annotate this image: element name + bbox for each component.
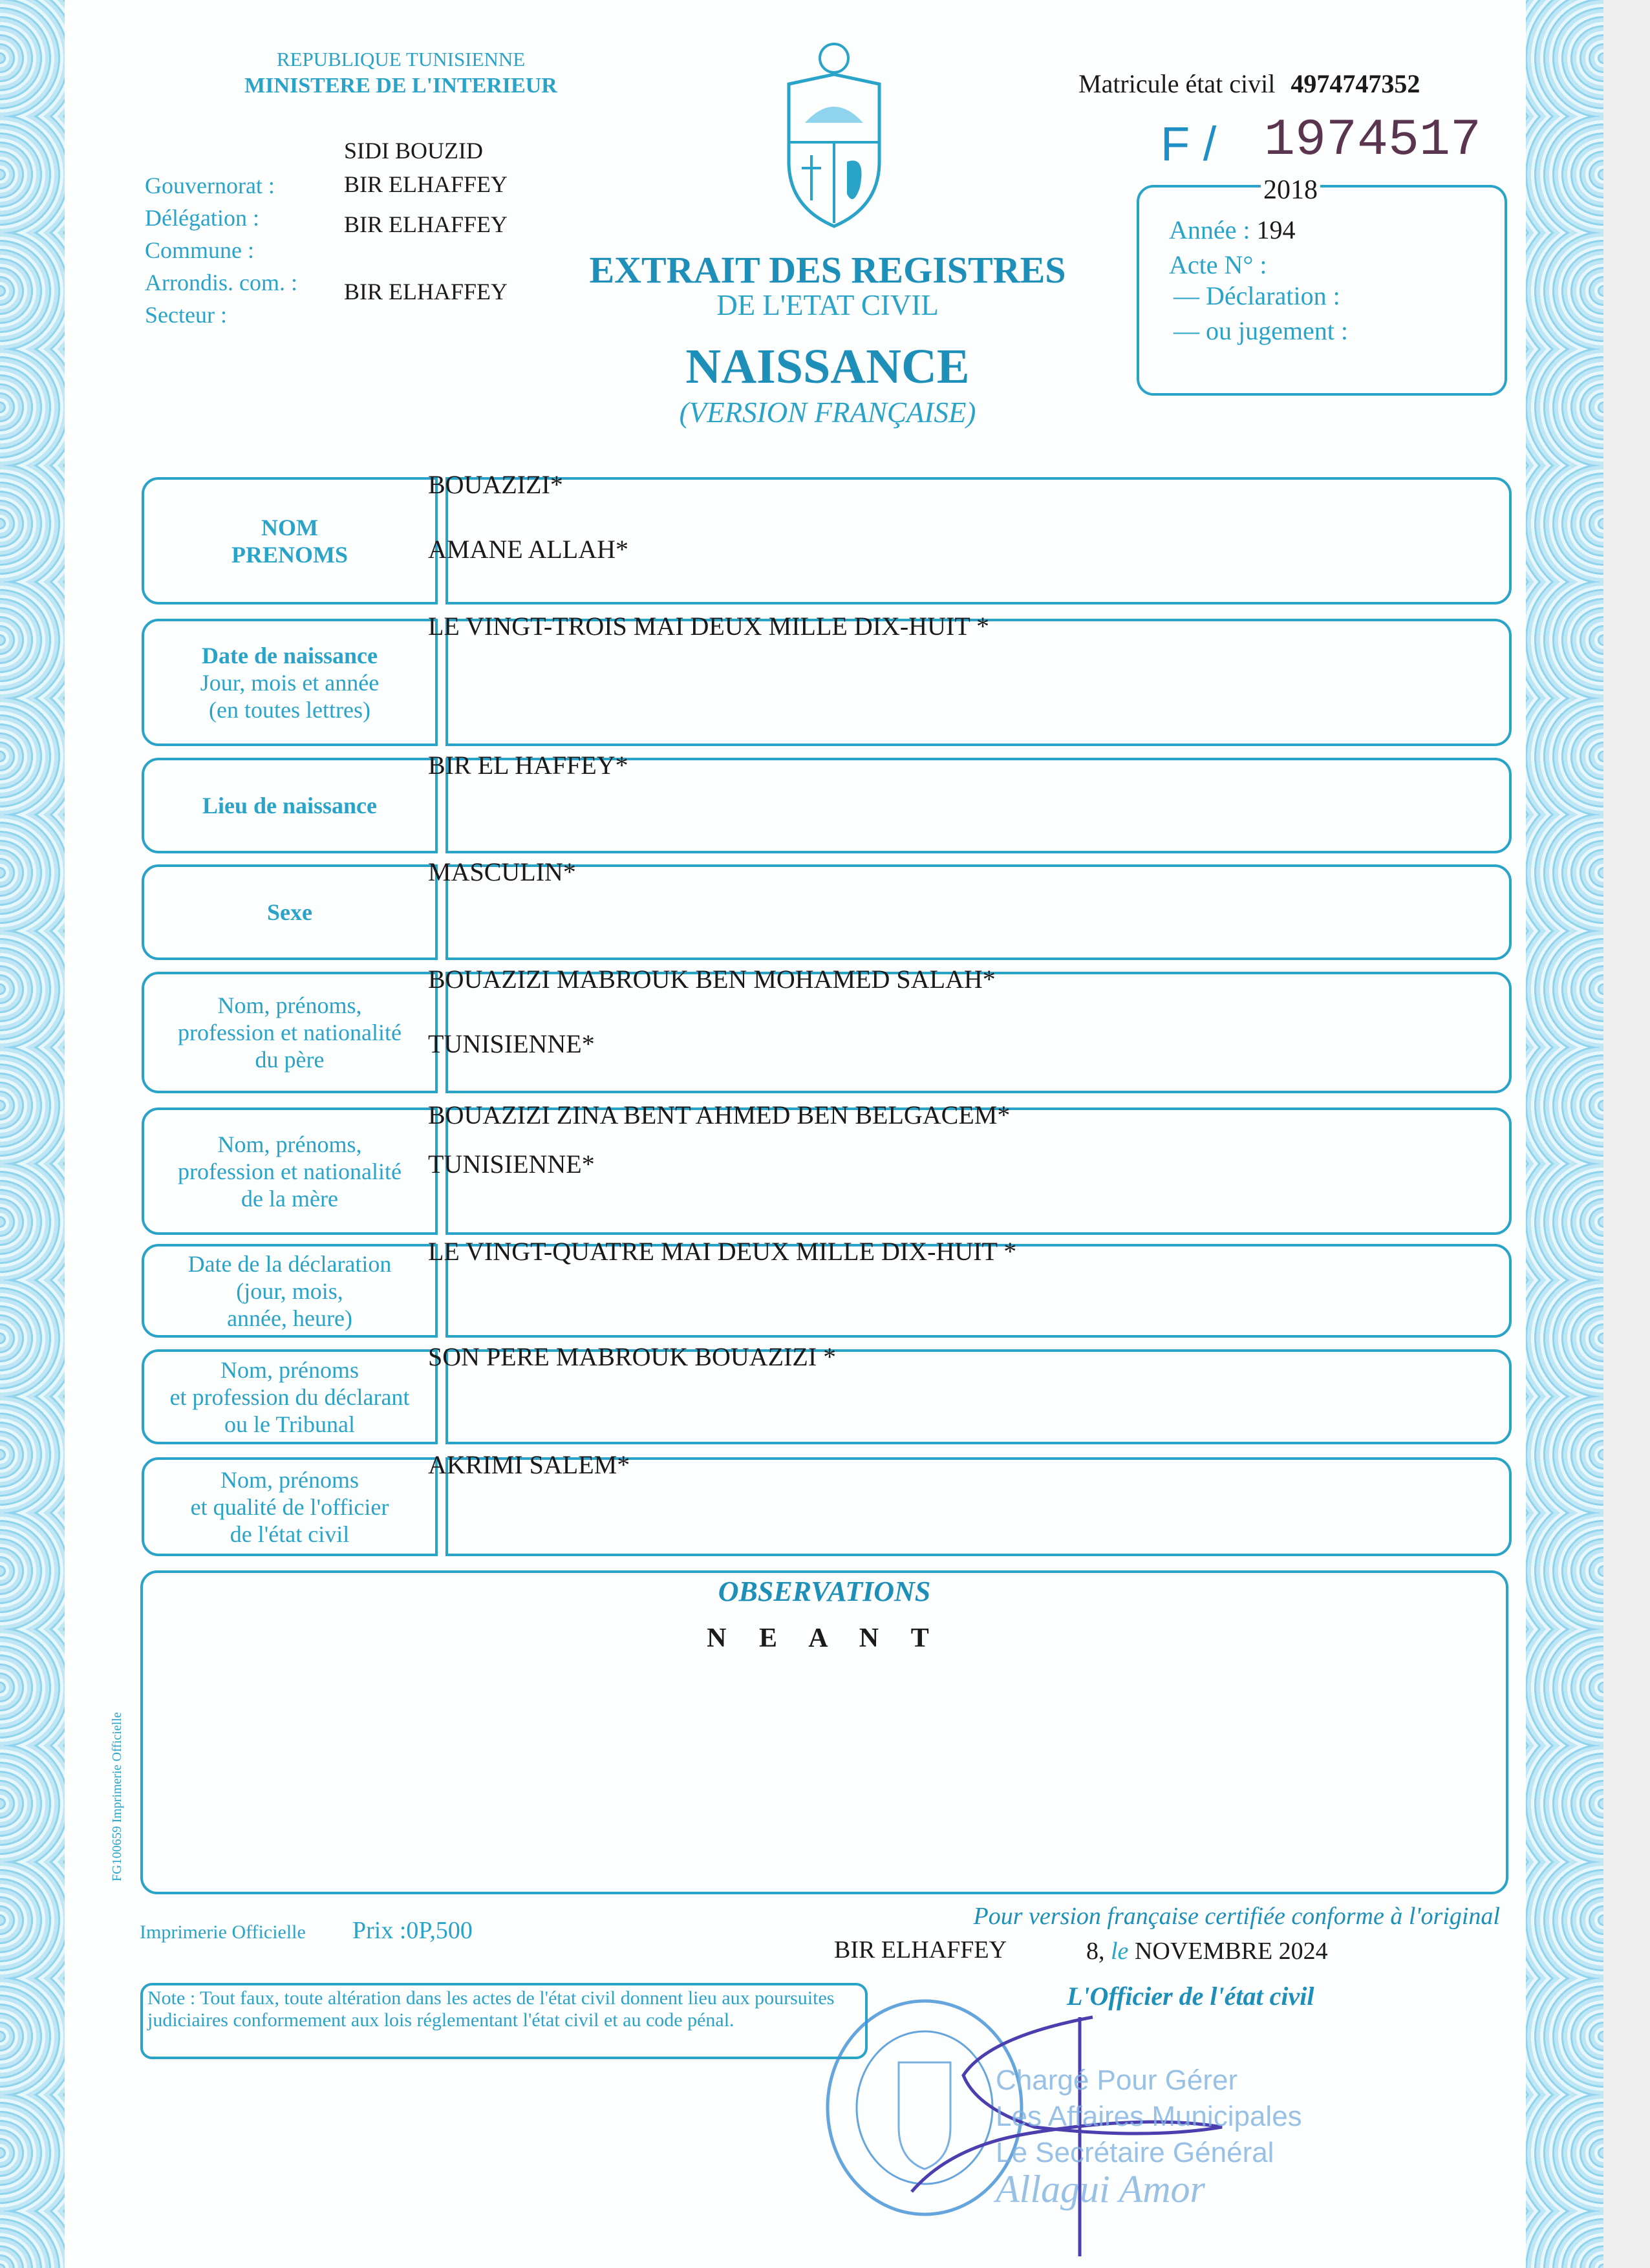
row-value: AMANE ALLAH* — [428, 535, 628, 564]
stamp-text — [996, 2062, 1302, 2210]
scan-margin — [1603, 0, 1650, 2268]
issue-place: BIR ELHAFFEY — [834, 1936, 1007, 1963]
row-label-line: (jour, mois, — [236, 1278, 343, 1304]
row-label-line: Nom, prénoms, — [217, 1131, 362, 1157]
jugement-label: — ou jugement : — [1173, 316, 1348, 345]
act-type-title: NAISSANCE — [685, 339, 970, 394]
row-label-line: profession et nationalité — [178, 1020, 402, 1045]
arrondissement-label: Arrondis. com. : — [145, 270, 297, 295]
stamp-line: Chargé Pour Gérer — [996, 2064, 1238, 2096]
admin-labels — [145, 169, 297, 331]
row-value-box — [445, 864, 1512, 960]
row-value: BOUAZIZI MABROUK BEN MOHAMED SALAH* — [428, 965, 996, 994]
row-value: BOUAZIZI* — [428, 470, 563, 499]
row-label — [142, 1457, 438, 1556]
row-label-line: et qualité de l'officier — [190, 1493, 389, 1520]
row-value: BOUAZIZI ZINA BENT AHMED BEN BELGACEM* — [428, 1100, 1011, 1129]
row-label — [142, 864, 438, 960]
row-label-line: Date de naissance — [202, 642, 378, 669]
decorative-border-right — [1526, 0, 1603, 2268]
year-stamp: 2018 — [1261, 175, 1320, 206]
officer-title: L'Officier de l'état civil — [1067, 1982, 1314, 2011]
row-label-line: de l'état civil — [230, 1521, 350, 1547]
row-label-line: Date de la déclaration — [188, 1250, 392, 1277]
decorative-border-left — [0, 0, 65, 2268]
issue-date — [1086, 1937, 1328, 1965]
stamp-signatory: Allagui Amor — [996, 2168, 1205, 2210]
row-label-line: et profession du déclarant — [169, 1384, 410, 1410]
row-value: BIR EL HAFFEY* — [428, 751, 628, 780]
row-label-line: Jour, mois et année — [200, 669, 380, 696]
version-label: (VERSION FRANÇAISE) — [679, 396, 976, 429]
row-label — [142, 1244, 438, 1338]
delegation-value: BIR ELHAFFEY — [344, 211, 508, 237]
row-value: TUNISIENNE* — [428, 1029, 595, 1058]
stamp-line: Le Secrétaire Général — [996, 2137, 1274, 2168]
row-label — [142, 758, 438, 853]
region-value: SIDI BOUZID — [344, 138, 483, 164]
row-label — [142, 972, 438, 1093]
row-label-line: (en toutes lettres) — [209, 696, 370, 723]
stamp-line: Les Affaires Municipales — [996, 2101, 1302, 2132]
row-value: TUNISIENNE* — [428, 1150, 595, 1179]
row-label-line: année, heure) — [227, 1305, 352, 1331]
serial-number: 1974517 — [1264, 111, 1482, 170]
serial-prefix: F / — [1161, 117, 1217, 171]
row-value: SON PERE MABROUK BOUAZIZI * — [428, 1342, 837, 1371]
document-title: EXTRAIT DES REGISTRES — [589, 249, 1066, 291]
row-label — [142, 477, 438, 604]
row-label-line: profession et nationalité — [178, 1158, 402, 1184]
row-label-line: Nom, prénoms — [220, 1466, 359, 1493]
observations-box — [140, 1570, 1508, 1894]
printer-label: Imprimerie Officielle — [140, 1921, 306, 1943]
annee-value: 194 — [1256, 215, 1296, 244]
row-label — [142, 619, 438, 746]
declaration-label: — Déclaration : — [1173, 281, 1340, 310]
row-label — [142, 1349, 438, 1444]
observations-value: N E A N T — [707, 1623, 942, 1653]
row-label-line: ou le Tribunal — [224, 1411, 356, 1437]
row-label-line: Nom, prénoms — [220, 1356, 359, 1383]
secteur-value: BIR ELHAFFEY — [344, 279, 508, 305]
row-label-line: NOM — [261, 514, 318, 540]
price-label: Prix :0P,500 — [352, 1917, 473, 1944]
ministry-label: MINISTERE DE L'INTERIEUR — [244, 74, 557, 98]
matricule-label: Matricule état civil — [1078, 69, 1276, 98]
row-label-line: de la mère — [241, 1185, 338, 1212]
row-value: AKRIMI SALEM* — [428, 1450, 630, 1479]
row-value: MASCULIN* — [428, 857, 576, 886]
republic-label: REPUBLIQUE TUNISIENNE — [276, 48, 526, 70]
certification-text: Pour version française certifiée conforme à l'original — [973, 1903, 1500, 1930]
annee-label: Année : — [1169, 215, 1250, 244]
row-label-line: Lieu de naissance — [202, 793, 378, 818]
form-code: FG100659 Imprimerie Officielle — [110, 1712, 124, 1881]
row-label-line: PRENOMS — [231, 541, 348, 568]
row-label-line: Sexe — [267, 899, 312, 925]
row-label — [142, 1107, 438, 1235]
gouvernorat-value: BIR ELHAFFEY — [344, 171, 508, 197]
secteur-label: Secteur : — [145, 302, 227, 328]
gouvernorat-label: Gouvernorat : — [145, 173, 275, 198]
acte-label: Acte N° : — [1169, 250, 1267, 279]
matricule — [1078, 69, 1420, 99]
row-value: LE VINGT-TROIS MAI DEUX MILLE DIX-HUIT * — [428, 612, 990, 641]
document-subtitle: DE L'ETAT CIVIL — [716, 289, 939, 321]
matricule-value: 4974747352 — [1291, 69, 1420, 98]
commune-label: Commune : — [145, 237, 254, 263]
row-label-line: du père — [255, 1047, 325, 1073]
row-value: LE VINGT-QUATRE MAI DEUX MILLE DIX-HUIT * — [428, 1237, 1017, 1266]
row-label-line: Nom, prénoms, — [217, 992, 362, 1018]
issue-le: le — [1111, 1938, 1129, 1965]
observations-label: OBSERVATIONS — [718, 1576, 931, 1607]
issue-day: 8, — [1086, 1938, 1105, 1965]
delegation-label: Délégation : — [145, 205, 259, 231]
coat-of-arms-icon — [769, 39, 899, 233]
annee-line — [1169, 215, 1296, 245]
legal-note: Note : Tout faux, toute altération dans les actes de l'état civil donnent lieu aux poursuites judiciaires conformement aux lois réglementant l'état civil et au code pénal. — [147, 1987, 835, 2031]
issue-month-year: NOVEMBRE 2024 — [1134, 1938, 1328, 1965]
